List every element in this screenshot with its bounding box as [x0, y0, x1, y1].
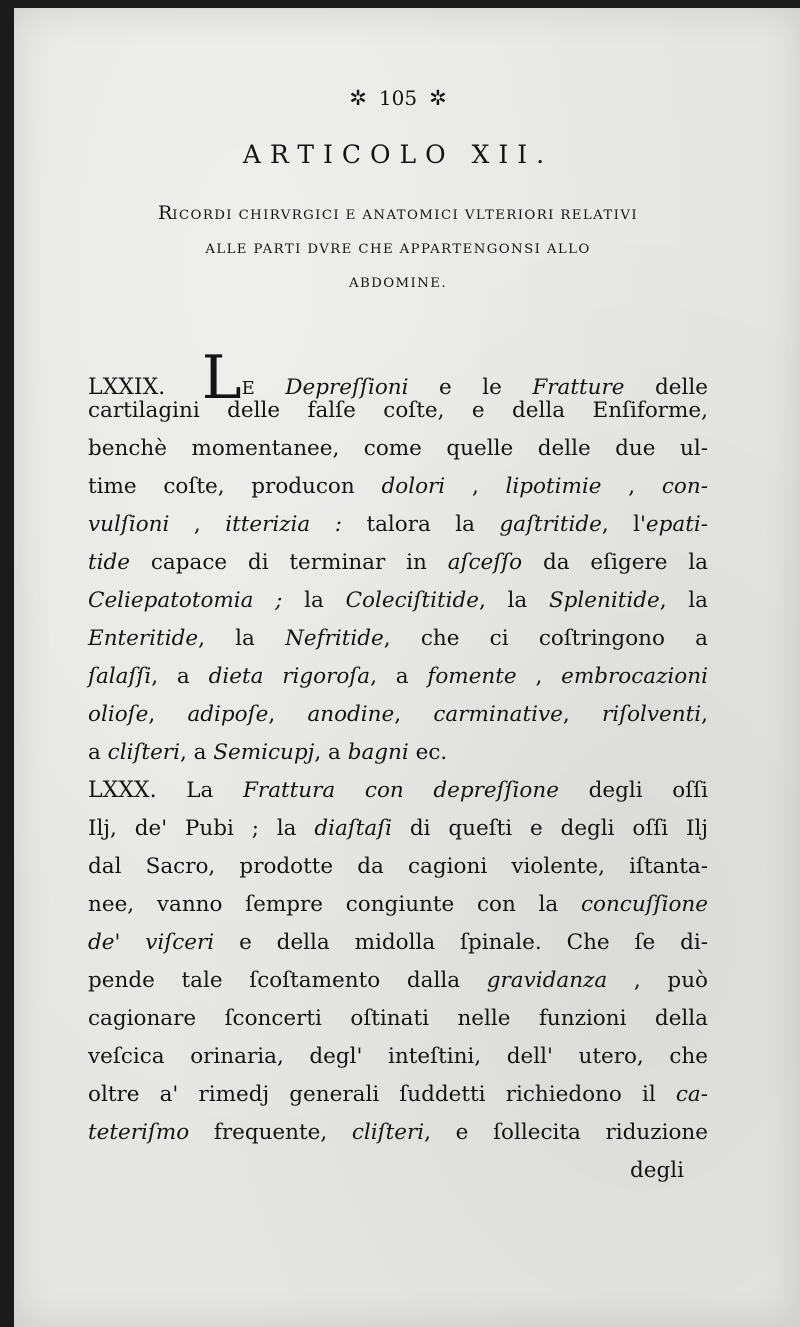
- subtitle-line-3: ABDOMINE.: [349, 276, 447, 291]
- lxxix-line-5: vulſioni , itterizia : talora la gaſtritide, l'epati-: [88, 512, 709, 537]
- article-title: ARTICOLO XII.: [242, 140, 554, 169]
- lxxix-line-10: olioſe, adipoſe, anodine, carminative, riſolventi,: [88, 702, 708, 727]
- section-number-lxxx: LXXX.: [88, 778, 157, 803]
- lxxix-line-3: benchè momentanee, come quelle delle due ul-: [88, 436, 708, 461]
- lxxix-line-2: cartilagini delle falſe coſte, e della Enſiforme,: [88, 398, 708, 423]
- lxxix-line-1: LXXIX. LE Depreſſioni e le Fratture delle: [88, 343, 708, 413]
- lxxix-line-8: Enteritide, la Nefritide, che ci coſtringono a: [88, 626, 708, 651]
- ornament-right-icon: ✲: [429, 86, 447, 110]
- running-head: [88, 86, 708, 111]
- subtitle-line-1: RICORDI CHIRVRGICI E ANATOMICI VLTERIORI RELATIVI: [157, 202, 638, 224]
- page-number: 105: [378, 86, 418, 110]
- catchword: degli: [629, 1158, 684, 1183]
- lxxx-line-2: Ilj, de' Pubi ; la diaſtaſi di queſti e degli oſſi Ilj: [88, 816, 708, 841]
- lxxx-line-8: veſcica orinaria, degl' inteſtini, dell' utero, che: [88, 1044, 708, 1069]
- lxxx-line-9: oltre a' rimedj generali ſuddetti richiedono il ca-: [88, 1082, 708, 1107]
- subtitle-line-2: ALLE PARTI DVRE CHE APPARTENGONSI ALLO: [205, 242, 591, 257]
- lxxx-line-6: pende tale ſcoſtamento dalla gravidanza , può: [88, 968, 708, 993]
- lxxix-line-9: ſalaſſi, a dieta rigoroſa, a fomente , embrocazioni: [88, 664, 708, 689]
- drop-cap: L: [201, 343, 242, 413]
- lxxx-line-3: dal Sacro, prodotte da cagioni violente, iſtanta-: [88, 854, 708, 879]
- lxxx-line-10: teteriſmo frequente, cliſteri, e ſollecita riduzione: [88, 1120, 708, 1145]
- lxxix-line-6: tide capace di terminar in aſceſſo da eſigere la: [88, 550, 708, 575]
- article-subtitle: [80, 196, 716, 301]
- lxxx-line-4: nee, vanno ſempre congiunte con la concuſſione: [88, 892, 708, 917]
- lxxix-line-11: a cliſteri, a Semicupj, a bagni ec.: [88, 740, 448, 765]
- lxxx-line-7: cagionare ſconcerti oſtinati nelle funzioni della: [88, 1006, 708, 1031]
- ornament-left-icon: ✲: [349, 86, 367, 110]
- lxxix-line-4: time coſte, producon dolori , lipotimie , con-: [88, 474, 708, 499]
- section-number-lxxix: LXXIX.: [88, 375, 166, 400]
- lxxx-line-5: de' viſceri e della midolla ſpinale. Che ſe di-: [88, 930, 708, 955]
- lxxx-line-1: LXXX. La Frattura con depreſſione degli oſſi: [88, 778, 708, 803]
- lxxix-line-7: Celiepatotomia ; la Coleciſtitide, la Splenitide, la: [88, 588, 709, 613]
